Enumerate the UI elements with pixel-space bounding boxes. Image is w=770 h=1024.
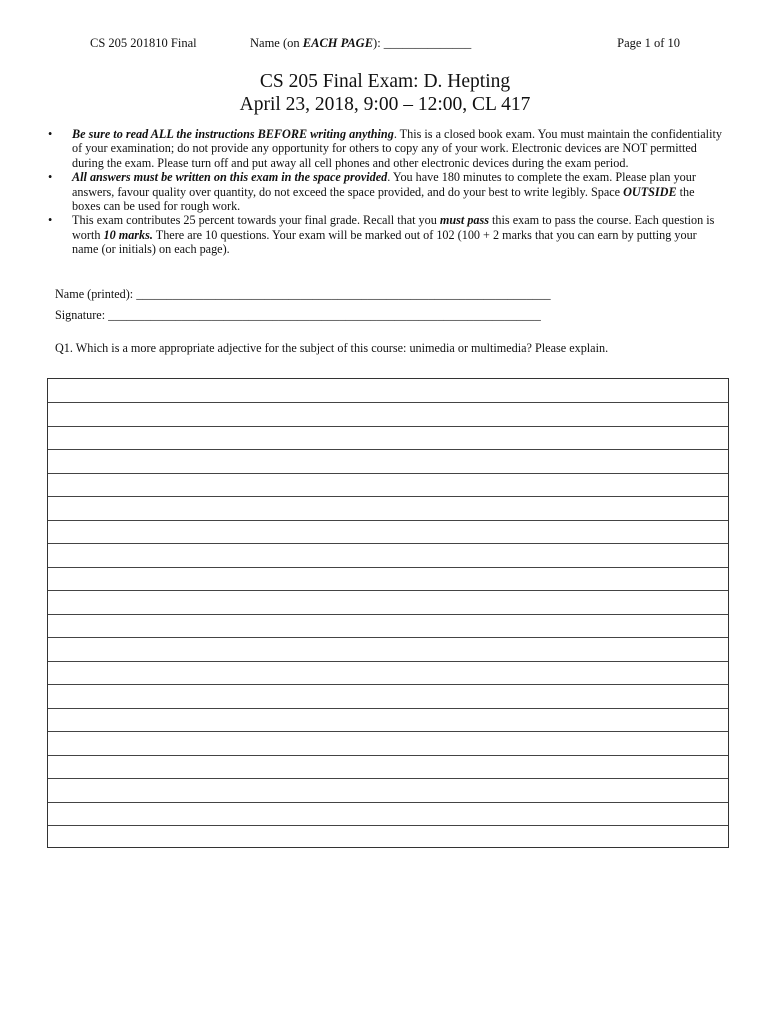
instruction-emphasis: OUTSIDE — [623, 184, 677, 199]
answer-rule-line — [48, 426, 728, 427]
instruction-text: this exam to pass the course. Each question is worth — [72, 213, 715, 242]
answer-rule-line — [48, 543, 728, 544]
exam-title-line-2: April 23, 2018, 9:00 – 12:00, CL 417 — [239, 94, 531, 115]
exam-title — [0, 70, 770, 116]
answer-rule-line — [48, 637, 728, 638]
answer-rule-line — [48, 567, 728, 568]
answer-box-q1[interactable] — [47, 378, 729, 848]
name-suffix: ): ______________ — [373, 36, 472, 50]
instruction-item — [46, 127, 726, 170]
bullet-icon: • — [48, 170, 53, 185]
instruction-item — [46, 170, 726, 213]
answer-rule-line — [48, 520, 728, 521]
answer-rule-line — [48, 731, 728, 732]
instruction-item — [46, 213, 726, 256]
instructions-list — [46, 127, 726, 257]
instruction-emphasis: 10 marks. — [103, 227, 153, 242]
instruction-emphasis: All answers must be written on this exam in the space provided — [72, 170, 388, 185]
header-name-field[interactable] — [250, 36, 471, 51]
instruction-text: There are 10 questions. Your exam will be marked out of 102 (100 + 2 marks that you can earn by putting your name (or initials) on each page). — [72, 227, 697, 257]
bullet-icon: • — [48, 213, 53, 228]
instruction-text: . You have 180 minutes to complete the exam. Please plan your answers, favour quality over quantity, do not exceed the space provided, and do your best to write legibly. Space — [72, 170, 696, 199]
name-prefix: Name (on — [250, 36, 303, 50]
answer-rule-line — [48, 590, 728, 591]
answer-rule-line — [48, 449, 728, 450]
instruction-emphasis: Be sure to read ALL the instructions BEFORE writing anything — [72, 127, 394, 141]
course-code: CS 205 201810 Final — [90, 36, 197, 50]
answer-rule-line — [48, 684, 728, 685]
bullet-icon: • — [48, 127, 53, 141]
instruction-text: the boxes can be used for rough work. — [72, 184, 695, 214]
answer-rule-line — [48, 402, 728, 403]
instruction-emphasis: must pass — [439, 213, 489, 228]
answer-rule-line — [48, 825, 728, 826]
exam-title-line-1: CS 205 Final Exam: D. Hepting — [259, 71, 511, 92]
name-emphasis: EACH PAGE — [302, 36, 374, 50]
page-number: Page 1 of 10 — [617, 36, 680, 50]
answer-rule-line — [48, 473, 728, 474]
answer-rule-line — [48, 661, 728, 662]
answer-rule-line — [48, 614, 728, 615]
name-printed-line[interactable]: Name (printed): ____________________________________________________________________ — [55, 287, 551, 301]
signature-line[interactable]: Signature: _______________________________________________________________________ — [55, 308, 541, 322]
answer-rule-line — [48, 778, 728, 779]
answer-rule-line — [48, 802, 728, 803]
page-header — [90, 36, 680, 52]
question-1: Q1. Which is a more appropriate adjective for the subject of this course: unimedia or multimedia? Please explain. — [55, 341, 609, 355]
answer-rule-line — [48, 708, 728, 709]
answer-rule-line — [48, 496, 728, 497]
instruction-text: This exam contributes 25 percent towards your final grade. Recall that you — [72, 213, 440, 228]
instruction-text: . This is a closed book exam. You must maintain the confidentiality of your examination; do not provide any opportunity for others to copy any of your work. Electronic devices are NOT permitted during the exam. Please turn off and put away all cell phones and other electronic devices during the exam period. — [72, 127, 722, 170]
answer-rule-line — [48, 755, 728, 756]
